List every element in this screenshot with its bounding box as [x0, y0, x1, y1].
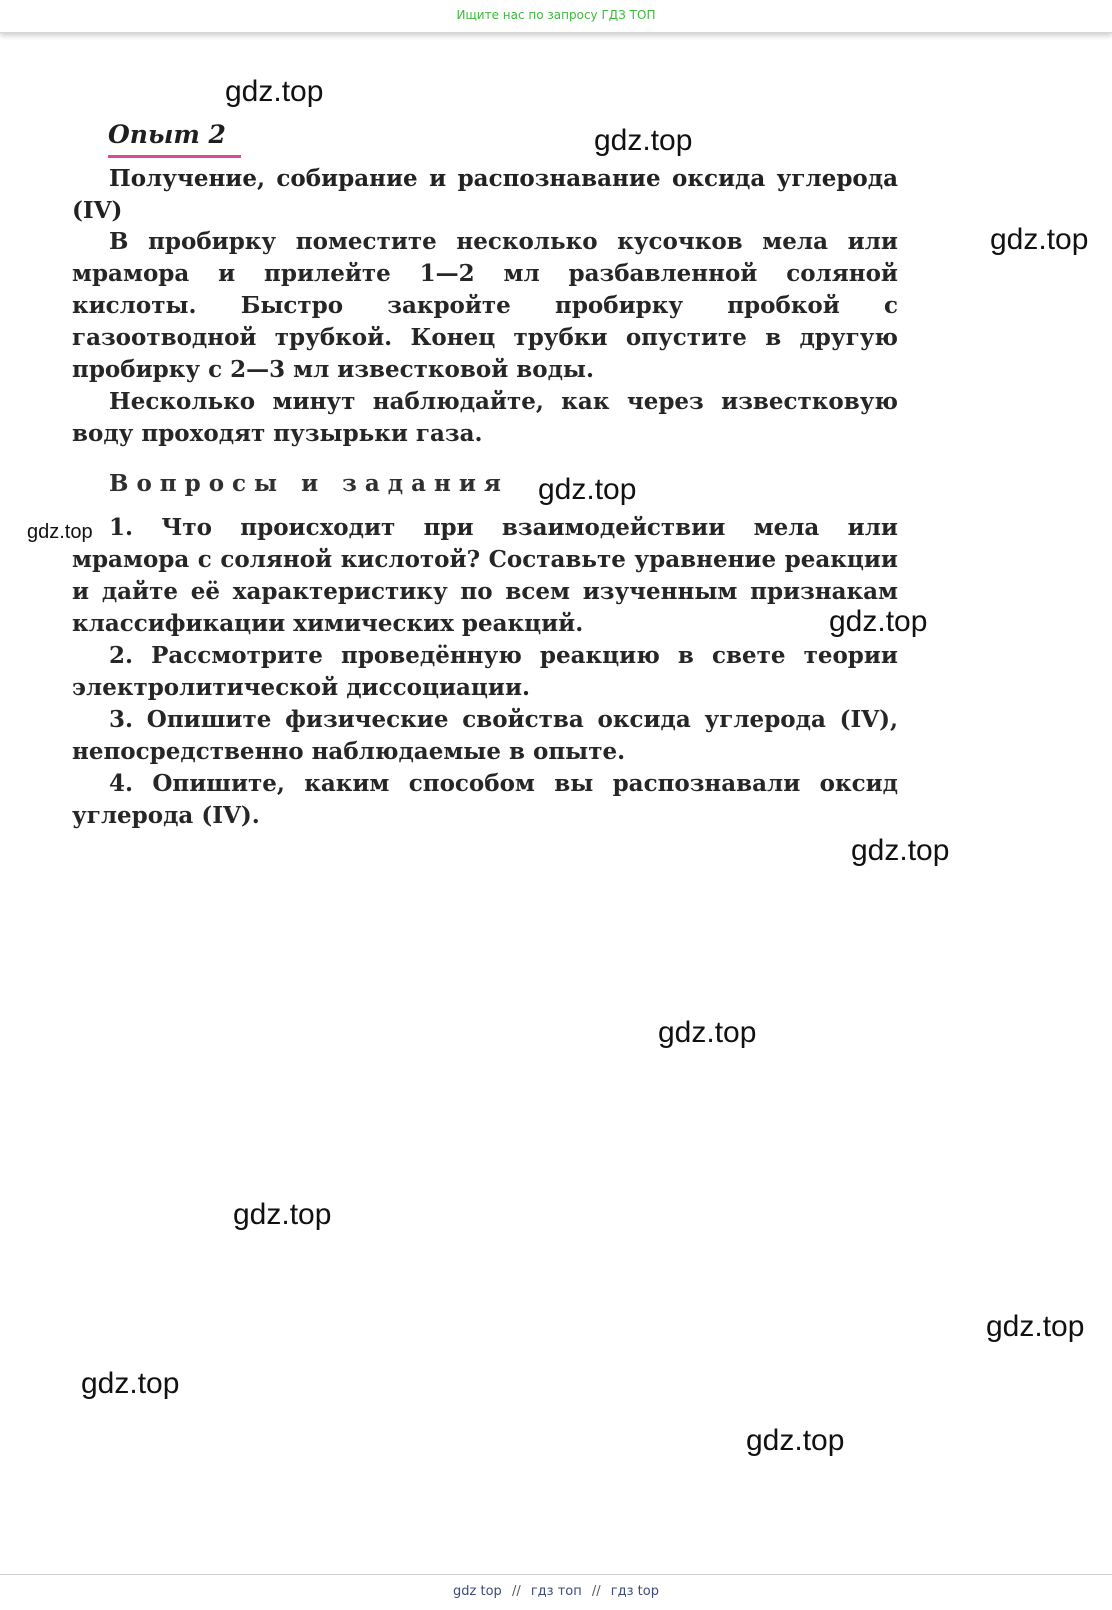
- experiment-subtitle: Получение, собирание и распознавание оксида углерода (IV): [72, 165, 898, 224]
- watermark: gdz.top: [27, 521, 93, 543]
- watermark: gdz.top: [990, 223, 1089, 256]
- questions-heading: Вопросы и задания: [109, 470, 509, 497]
- watermark: gdz.top: [81, 1367, 180, 1400]
- experiment-paragraph: Несколько минут наблюдайте, как через известковую воду проходят пузырьки газа.: [72, 388, 898, 447]
- questions-list: [72, 512, 898, 832]
- search-hint-link[interactable]: Ищите нас по запросу ГДЗ ТОП: [456, 8, 656, 22]
- watermark: gdz.top: [658, 1016, 757, 1049]
- footer-link[interactable]: gdz top: [453, 1584, 502, 1599]
- footer-link[interactable]: гдз top: [610, 1584, 659, 1599]
- watermark: gdz.top: [233, 1198, 332, 1231]
- footer-separator: //: [591, 1584, 601, 1599]
- watermark: gdz.top: [746, 1424, 845, 1457]
- watermark: gdz.top: [225, 75, 324, 108]
- experiment-subtitle-block: [72, 163, 898, 227]
- watermark: gdz.top: [829, 605, 928, 638]
- footer-links: [0, 1584, 1112, 1599]
- experiment-title: Опыт 2: [108, 120, 226, 149]
- watermark: gdz.top: [986, 1310, 1085, 1343]
- experiment-paragraph: В пробирку поместите несколько кусочков мела или мрамора и прилейте 1—2 мл разбавленной соляной кислоты. Быстро закройте пробирку пробкой с газоотводной трубкой. Конец трубки опустите в другую пробирку с 2—3 мл известковой воды.: [72, 228, 898, 383]
- watermark: gdz.top: [594, 124, 693, 157]
- title-underline: [108, 155, 241, 158]
- question-item: 4. Опишите, каким способом вы распознавали оксид углерода (IV).: [72, 770, 898, 829]
- footer-separator: //: [511, 1584, 521, 1599]
- question-item: 2. Рассмотрите проведённую реакцию в свете теории электролитической диссоциации.: [72, 642, 898, 701]
- question-item: 1. Что происходит при взаимодействии мела или мрамора с соляной кислотой? Составьте уравнение реакции и дайте её характеристику по всем изученным признакам классификации химических реакций.: [72, 514, 898, 637]
- experiment-body: [72, 226, 898, 450]
- watermark: gdz.top: [851, 834, 950, 867]
- footer-divider: [0, 1574, 1112, 1575]
- question-item: 3. Опишите физические свойства оксида углерода (IV), непосредственно наблюдаемые в опыте.: [72, 706, 898, 765]
- top-banner: [0, 0, 1112, 33]
- footer-link[interactable]: гдз топ: [530, 1584, 582, 1599]
- watermark: gdz.top: [538, 473, 637, 506]
